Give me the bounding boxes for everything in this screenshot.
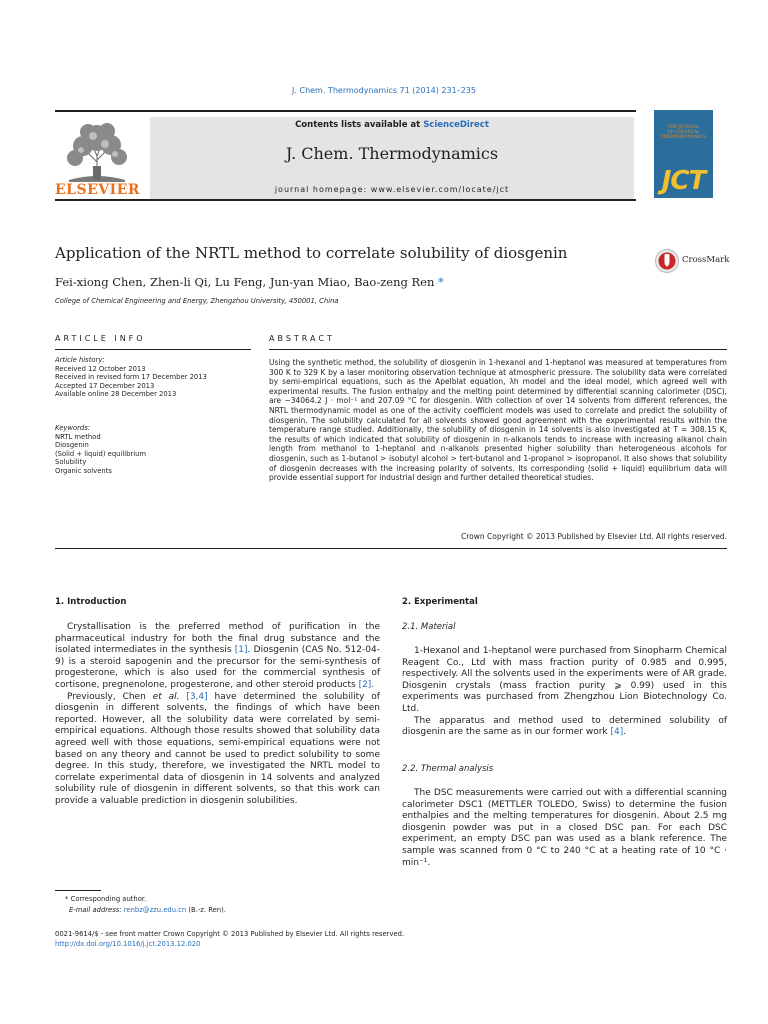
crossmark-label[interactable]: CrossMark [682,255,730,265]
article-history [55,356,207,399]
front-matter-rule [55,548,727,549]
material-paragraph-2: The apparatus and method used to determined solubility of diosgenin are the same as in our former work [4]. [402,715,727,738]
intro-paragraph-1: Crystallisation is the preferred method of purification in the pharmaceutical industry for both the final drug substance and the isolated intermediates in the synthesis [1]. Diosgenin (CAS No. 512-04-9) is a steroid sapogenin and the precursor for the semi-synthesis of progesterone, which is also used for the commercial synthesis of cortisone, pregnenolone, progesterone, and other steroid products [2]. [55,622,380,690]
thermal-body [402,788,727,869]
intro-paragraph-2: Previously, Chen et al. [3,4] have determined the solubility of diosgenin in different solvents, the findings of which have been reported. However, all the solubility data were correlated by semi-empirical equations. Although those results showed that solubility data agreed well with those equations, semi-empirical equations were not based on any theory and cannot be used to predict solubility to some degree. In this study, therefore, we investigated the NRTL model to correlate experimental data of diosgenin in 14 solvents and analyzed solubility rule of diosgenin in different solvents, so that this work can provide a valuable prediction in diosgenin solubilities. [55,691,380,806]
header-rule-bottom [55,199,636,201]
journal-name: J. Chem. Thermodynamics [285,144,499,163]
material-paragraph-1: 1-Hexanol and 1-heptanol were purchased from Sinopharm Chemical Reagent Co., Ltd with mass fraction purity of 0.985 and 0.995, respectively. All the solvents used in the experiments were of AR grade. Diosgenin crystals (mass fraction purity ⩾ 0.99) used in this experiments was purchased from Zhengzhou Lion Biotechnology Co. Ltd. [402,646,727,714]
material-body [402,646,727,739]
journal-banner [150,117,634,199]
footnote-rule [55,890,101,891]
reference-link[interactable]: [4] [610,727,624,738]
contents-available-line [150,120,634,130]
article-info-rule [55,349,251,350]
experimental-heading: 2. Experimental [402,597,478,607]
article-info-heading: ARTICLE INFO [55,334,146,343]
keyword-item: Organic solvents [55,466,112,475]
reference-link[interactable]: [3,4] [179,691,208,702]
keyword-item: Diosgenin [55,441,89,450]
elsevier-wordmark: ELSEVIER [55,182,141,198]
thermal-subheading: 2.2. Thermal analysis [402,764,494,774]
keywords-list [55,424,146,476]
footnote-mark: * [65,895,69,903]
author-email-link[interactable]: renbz@zzu.edu.cn [123,906,187,914]
journal-cover-image [654,110,713,198]
abstract-heading: ABSTRACT [269,334,335,343]
abstract-copyright: Crown Copyright © 2013 Published by Elsevier Ltd. All rights reserved. [460,532,727,541]
journal-citation-link[interactable]: J. Chem. Thermodynamics 71 (2014) 231–235 [292,86,476,95]
material-subheading: 2.1. Material [402,622,456,632]
corresponding-author-mark[interactable]: * [438,275,444,289]
journal-homepage[interactable]: journal homepage: www.elsevier.com/locate/jct [274,185,510,194]
intro-heading: 1. Introduction [55,597,127,607]
keyword-item: (Solid + liquid) equilibrium [55,449,147,458]
cover-jct-logo: JCT [661,166,706,196]
header-rule-top [55,110,636,112]
issn-line: 0021-9614/$ - see front matter Crown Copyright © 2013 Published by Elsevier Ltd. All rights reserved. [55,930,405,938]
abstract-rule [269,349,727,350]
corresponding-footnote: * Corresponding author. [65,895,147,903]
reference-link[interactable]: [1] [234,645,248,656]
cover-title [654,124,713,139]
email-footnote: E-mail address: renbz@zzu.edu.cn (B.-z. Ren). [69,906,226,914]
sciencedirect-link[interactable]: ScienceDirect [423,120,489,130]
contents-prefix: Contents lists available at [295,120,424,130]
history-item: Received 12 October 2013 [55,364,146,373]
cover-title-line: THERMODYNAMICS [660,134,707,139]
crossmark-icon[interactable] [655,249,679,273]
author-list [55,275,444,289]
cover-title-line: THE JOURNAL [667,124,700,129]
author-names: Fei-xiong Chen, Zhen-li Qi, Lu Feng, Jun-yan Miao, Bao-zeng Ren [55,275,435,289]
article-title: Application of the NRTL method to correlate solubility of diosgenin [55,244,568,262]
history-item: Accepted 17 December 2013 [55,381,155,390]
reference-link[interactable]: [2] [358,679,372,690]
history-item: Received in revised form 17 December 2013 [55,373,207,382]
cover-title-line: OF CHEMICAL [667,129,700,134]
keyword-item: NRTL method [55,432,101,441]
article-history-label: Article history: [55,356,105,364]
intro-body [55,622,380,808]
abstract-text: Using the synthetic method, the solubility of diosgenin in 1-hexanol and 1-heptanol was measured at temperatures from 300 K to 329 K by a laser monitoring observation technique at atmospheric pressure. The solubility data were correlated by semi-empirical equations, such as the Apelblat equation, λh model and the ideal model, which agreed well with experimental results. The fusion enthalpy and the melting point determined by differential scanning calorimeter (DSC), are −34064.2 J · mol⁻¹ and 207.09 °C for diosgenin. With collection of over 14 solvents from different references, the NRTL thermodynamic model as one of the activity coefficient models was used to correlate and predict the solubility of diosgenin. The solubility calculated for all solvents showed good agreement with the experimental results within the temperature range studied. Additionally, the solubility of diosgenin in 14 solvents is also investigated at T = 308.15 K, the results of which indicated that solubility of diosgenin in n-alkanols tends to increase with increasing alkanol chain length from methanol to 1-heptanol and n-alkanols presented higher solubility than heterogeneous alcohols for diosgenin, such as 1-butanol > isobutyl alcohol > tert-butanol and 1-propanol > isopropanol. It also shows that solubility of diosgenin decreases with the increasing polarity of solvents. Its corresponding (solid + liquid) equilibrium data will provide essential support for industrial design and further detailed theoretical studies. [269,358,727,483]
thermal-paragraph: The DSC measurements were carried out with a differential scanning calorimeter DSC1 (METTLER TOLEDO, Swiss) to determine the fusion enthalpies and the melting temperatures for diosgenin. About 2.5 mg diosgenin powder was put in a closed DSC pan. For each DSC experiment, an empty DSC pan was used as a blank reference. The sample was scanned from 0 °C to 240 °C at a heating rate of 10 °C · min⁻¹. [402,788,727,868]
author-affiliation: College of Chemical Engineering and Energy, Zhengzhou University, 450001, China [55,297,339,305]
keywords-label: Keywords: [55,424,91,432]
history-item: Available online 28 December 2013 [55,390,177,399]
keyword-item: Solubility [55,458,87,467]
doi-link[interactable]: http://dx.doi.org/10.1016/j.jct.2013.12.020 [55,940,201,948]
